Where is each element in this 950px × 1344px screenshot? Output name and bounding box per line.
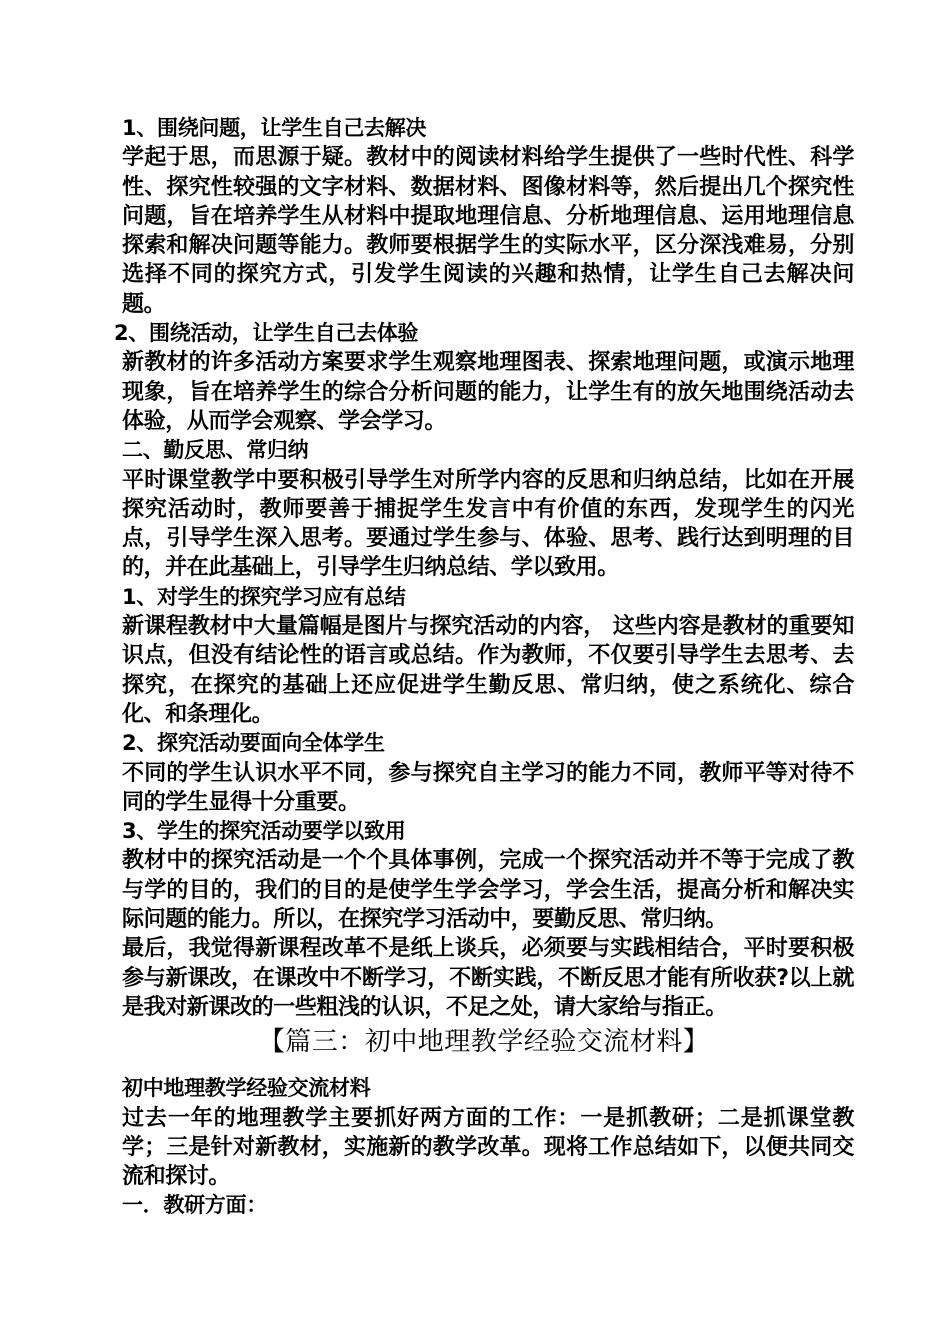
heading-exchange-material: 初中地理教学经验交流材料: [122, 1076, 371, 1101]
heading-teaching-research: 一．教研方面：: [122, 1193, 267, 1218]
para-apply-learning: 教材中的探究活动是一个个具体事例，完成一个探究活动并不等于完成了教与学的目的，我们的目的是使学生学会学习，学会生活，提高分析和解决实际问题的能力。所以，在探究学习活动中，要勤反思、常归纳。: [122, 848, 854, 933]
para-inquiry-summary: 新课程教材中大量篇幅是图片与探究活动的内容， 这些内容是教材的重要知识点，但没有结论性的语言或总结。作为教师，不仅要引导学生去思考、去探究，在探究的基础上还应促进学生勤反思、常归纳，使之系统化、综合化、和条理化。: [122, 614, 854, 727]
para-all-students: 不同的学生认识水平不同，参与探究自主学习的能力不同，教师平等对待不同的学生显得十分重要。: [122, 760, 854, 815]
para-conclusion: 最后，我觉得新课程改革不是纸上谈兵，必须要与实践相结合，平时要积极参与新课改，在课改中不断学习，不断实践，不断反思才能有所收获?以上就是我对新课改的一些粗浅的认识，不足之处，请大家给与指正。: [122, 936, 854, 1020]
heading-solve-problems: 1、围绕问题，让学生自己去解决: [122, 116, 427, 140]
heading-inquiry-summary: 1、对学生的探究学习应有总结: [122, 584, 406, 609]
heading-apply-learning: 3、学生的探究活动要学以致用: [122, 819, 406, 844]
para-solve-problems: 学起于思，而思源于疑。教材中的阅读材料给学生提供了一些时代性、科学性、探究性较强的文字材料、数据材料、图像材料等，然后提出几个探究性问题，旨在培养学生从材料中提取地理信息、分析地理信息、运用地理信息探索和解决问题等能力。教师要根据学生的实际水平，区分深浅难易，分别选择不同的探究方式，引发学生阅读的兴趣和热情，让学生自己去解决问题。: [122, 145, 854, 317]
heading-all-students: 2、探究活动要面向全体学生: [122, 731, 385, 756]
section-title-part3: 【篇三：初中地理教学经验交流材料】: [258, 1027, 710, 1058]
heading-experience-activities: 2、围绕活动，让学生自己去体验: [114, 321, 419, 346]
para-experience-activities: 新教材的许多活动方案要求学生观察地理图表、探索地理问题，或演示地理现象，旨在培养学生的综合分析问题的能力，让学生有的放矢地围绕活动去体验，从而学会观察、学会学习。: [122, 350, 854, 434]
document-page: [114, 114, 854, 1221]
para-exchange-intro: 过去一年的地理教学主要抓好两方面的工作：一是抓教研；二是抓课堂教学；三是针对新教材，实施新的教学改革。现将工作总结如下，以便共同交流和探讨。: [122, 1105, 854, 1190]
para-reflect-summarize: 平时课堂教学中要积极引导学生对所学内容的反思和归纳总结，比如在开展探究活动时，教师要善于捕捉学生发言中有价值的东西，发现学生的闪光点，引导学生深入思考。要通过学生参与、体验、思考、践行达到明理的目的，并在此基础上，引导学生归纳总结、学以致用。: [122, 467, 854, 581]
heading-reflect-summarize: 二、勤反思、常归纳: [122, 438, 309, 463]
